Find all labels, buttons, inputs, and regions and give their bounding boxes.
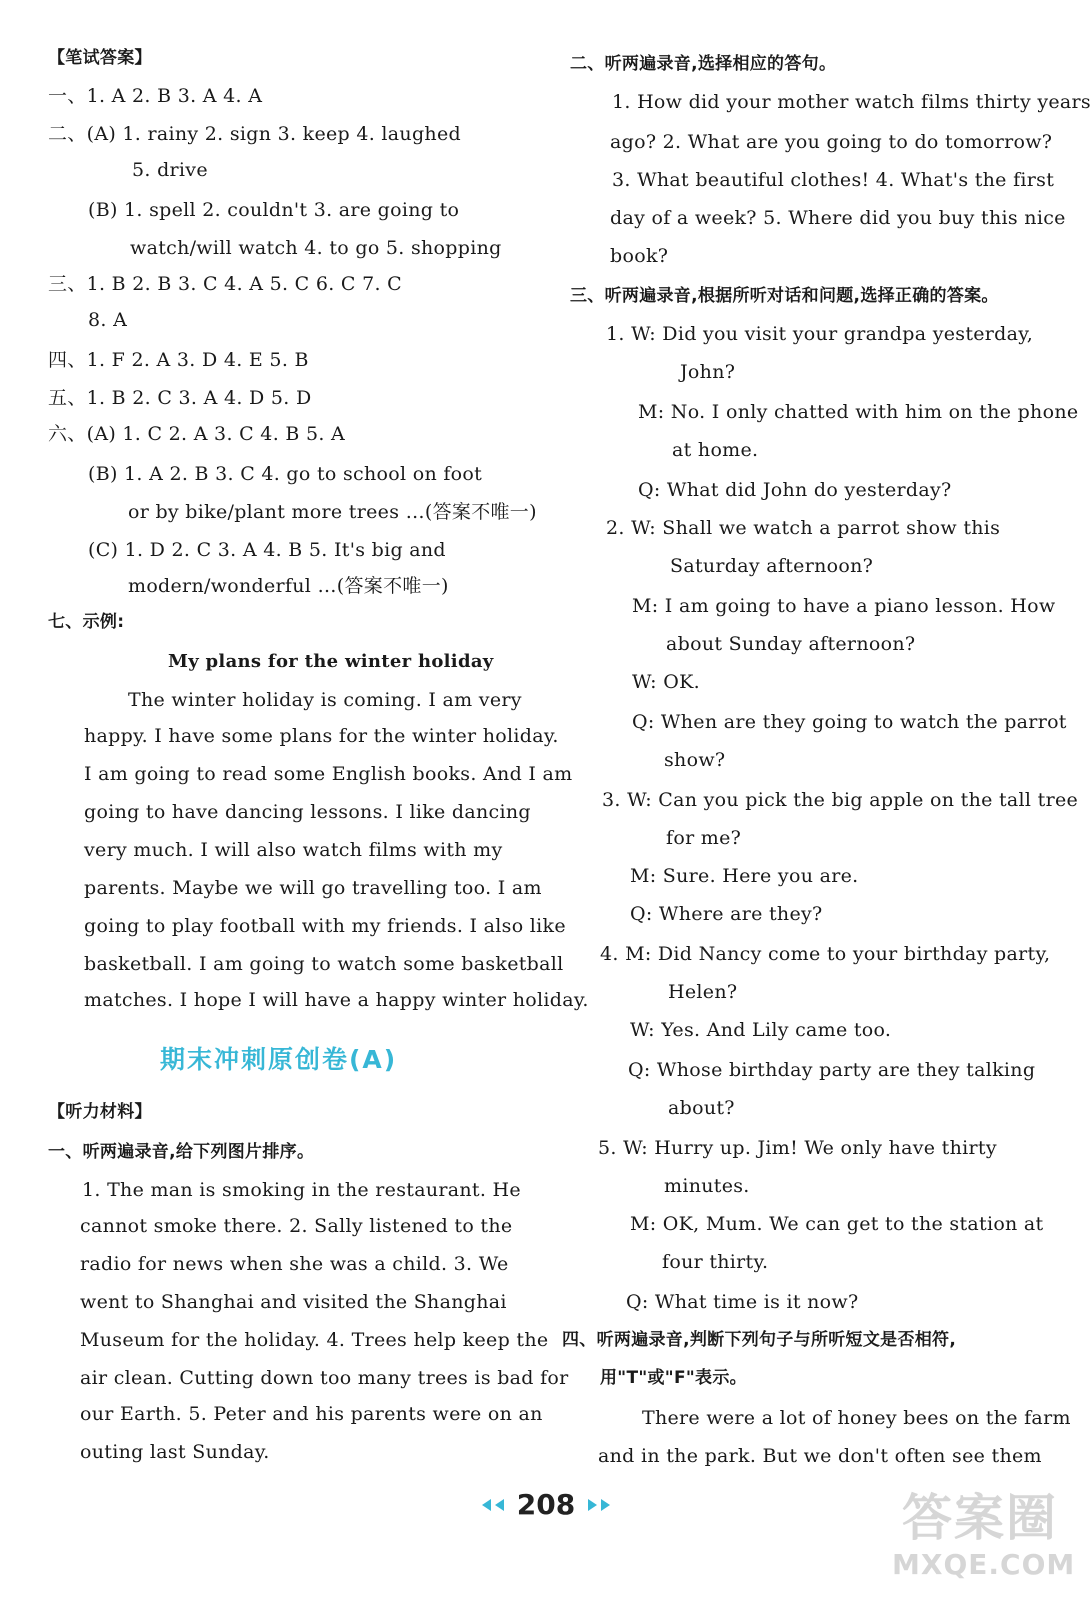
section-title: 期末冲刺原创卷(A) [160,1045,398,1074]
text-line: outing last Sunday. [80,1441,270,1463]
text-line: There were a lot of honey bees on the farm [642,1407,1071,1429]
text-line: John? [680,361,736,383]
text-line: 五、1. B 2. C 3. A 4. D 5. D [48,387,312,409]
text-line: Q: What time is it now? [626,1291,859,1313]
text-line: M: No. I only chatted with him on the phone [638,401,1079,423]
text-line: basketball. I am going to watch some basketball [84,953,564,975]
text-line: 1. W: Did you visit your grandpa yesterday, [606,323,1034,345]
text-line: 【听力材料】 [48,1102,152,1122]
text-line: The winter holiday is coming. I am very [128,689,522,711]
text-line: M: OK, Mum. We can get to the station at [630,1213,1044,1235]
text-line: about? [668,1097,735,1119]
text-line: My plans for the winter holiday [168,651,494,672]
text-line: 二、听两遍录音,选择相应的答句。 [570,54,837,74]
text-line: 1. How did your mother watch films thirty years [612,91,1091,113]
text-line: very much. I will also watch films with my [84,839,503,861]
text-line: 3. W: Can you pick the big apple on the tall tree [602,789,1079,811]
text-line: W: OK. [632,671,700,693]
text-line: went to Shanghai and visited the Shanghai [80,1291,507,1313]
text-line: I am going to read some English books. And I am [84,763,573,785]
text-line: 【笔试答案】 [48,48,152,68]
prev-arrow-icon [482,1499,491,1511]
text-line: M: Sure. Here you are. [630,865,859,887]
text-line: 七、示例: [48,612,125,632]
text-line: (C) 1. D 2. C 3. A 4. B 5. It's big and [88,539,446,561]
text-line: Helen? [668,981,738,1003]
text-line: W: Yes. And Lily came too. [630,1019,892,1041]
text-line: 8. A [88,309,128,331]
text-line: going to play football with my friends. I also like [84,915,566,937]
next-arrow-icon [588,1499,597,1511]
text-line: for me? [666,827,742,849]
text-line: 2. W: Shall we watch a parrot show this [606,517,1001,539]
text-line: Q: When are they going to watch the parrot [632,711,1067,733]
text-line: day of a week? 5. Where did you buy this nice [610,207,1066,229]
text-line: four thirty. [662,1251,769,1273]
text-line: going to have dancing lessons. I like dancing [84,801,531,823]
text-line: 3. What beautiful clothes! 4. What's the first [612,169,1055,191]
text-line: Q: Whose birthday party are they talking [628,1059,1036,1081]
text-line: matches. I hope I will have a happy winter holiday. [84,989,589,1011]
text-line: air clean. Cutting down too many trees is bad for [80,1367,569,1389]
next-arrow-icon [601,1499,610,1511]
text-line: our Earth. 5. Peter and his parents were on an [80,1403,543,1425]
text-line: 二、(A) 1. rainy 2. sign 3. keep 4. laughed [48,123,461,145]
text-line: modern/wonderful …(答案不唯一) [128,575,449,597]
text-line: about Sunday afternoon? [666,633,916,655]
text-line: and in the park. But we don't often see them [598,1445,1042,1467]
text-line: 4. M: Did Nancy come to your birthday party, [600,943,1051,965]
text-line: 1. The man is smoking in the restaurant. He [82,1179,521,1201]
text-line: watch/will watch 4. to go 5. shopping [130,237,502,259]
text-line: 一、听两遍录音,给下列图片排序。 [48,1142,315,1162]
text-line: 用"T"或"F"表示。 [600,1368,747,1388]
watermark-url: MXQE.COM [892,1548,1076,1581]
text-line: (B) 1. spell 2. couldn't 3. are going to [88,199,460,221]
text-line: Saturday afternoon? [670,555,874,577]
text-line: 四、听两遍录音,判断下列句子与所听短文是否相符, [562,1330,957,1350]
text-line: 四、1. F 2. A 3. D 4. E 5. B [48,349,309,371]
text-line: Q: Where are they? [630,903,823,925]
text-line: at home. [672,439,759,461]
text-line: ago? 2. What are you going to do tomorrow? [610,131,1053,153]
text-line: M: I am going to have a piano lesson. How [632,595,1056,617]
text-line: (B) 1. A 2. B 3. C 4. go to school on foot [88,463,483,485]
text-line: happy. I have some plans for the winter holiday. [84,725,559,747]
text-line: minutes. [664,1175,750,1197]
text-line: 一、1. A 2. B 3. A 4. A [48,85,263,107]
watermark-text: 答案圈 [902,1489,1058,1547]
text-line: parents. Maybe we will go travelling too. I am [84,877,542,899]
text-line: book? [610,245,669,267]
watermark-logo [892,1478,1076,1588]
text-line: show? [664,749,726,771]
prev-arrow-icon [495,1499,504,1511]
text-line: or by bike/plant more trees …(答案不唯一) [128,501,537,523]
text-line: 5. W: Hurry up. Jim! We only have thirty [598,1137,997,1159]
text-line: Museum for the holiday. 4. Trees help keep the [80,1329,549,1351]
text-line: 六、(A) 1. C 2. A 3. C 4. B 5. A [48,423,346,445]
text-line: 5. drive [132,159,208,181]
text-line: radio for news when she was a child. 3. We [80,1253,509,1275]
text-line: 三、听两遍录音,根据所听对话和问题,选择正确的答案。 [570,286,999,306]
text-line: 三、1. B 2. B 3. C 4. A 5. C 6. C 7. C [48,273,403,295]
page-number: 208 [516,1488,576,1521]
text-line: Q: What did John do yesterday? [638,479,952,501]
text-line: cannot smoke there. 2. Sally listened to the [80,1215,513,1237]
